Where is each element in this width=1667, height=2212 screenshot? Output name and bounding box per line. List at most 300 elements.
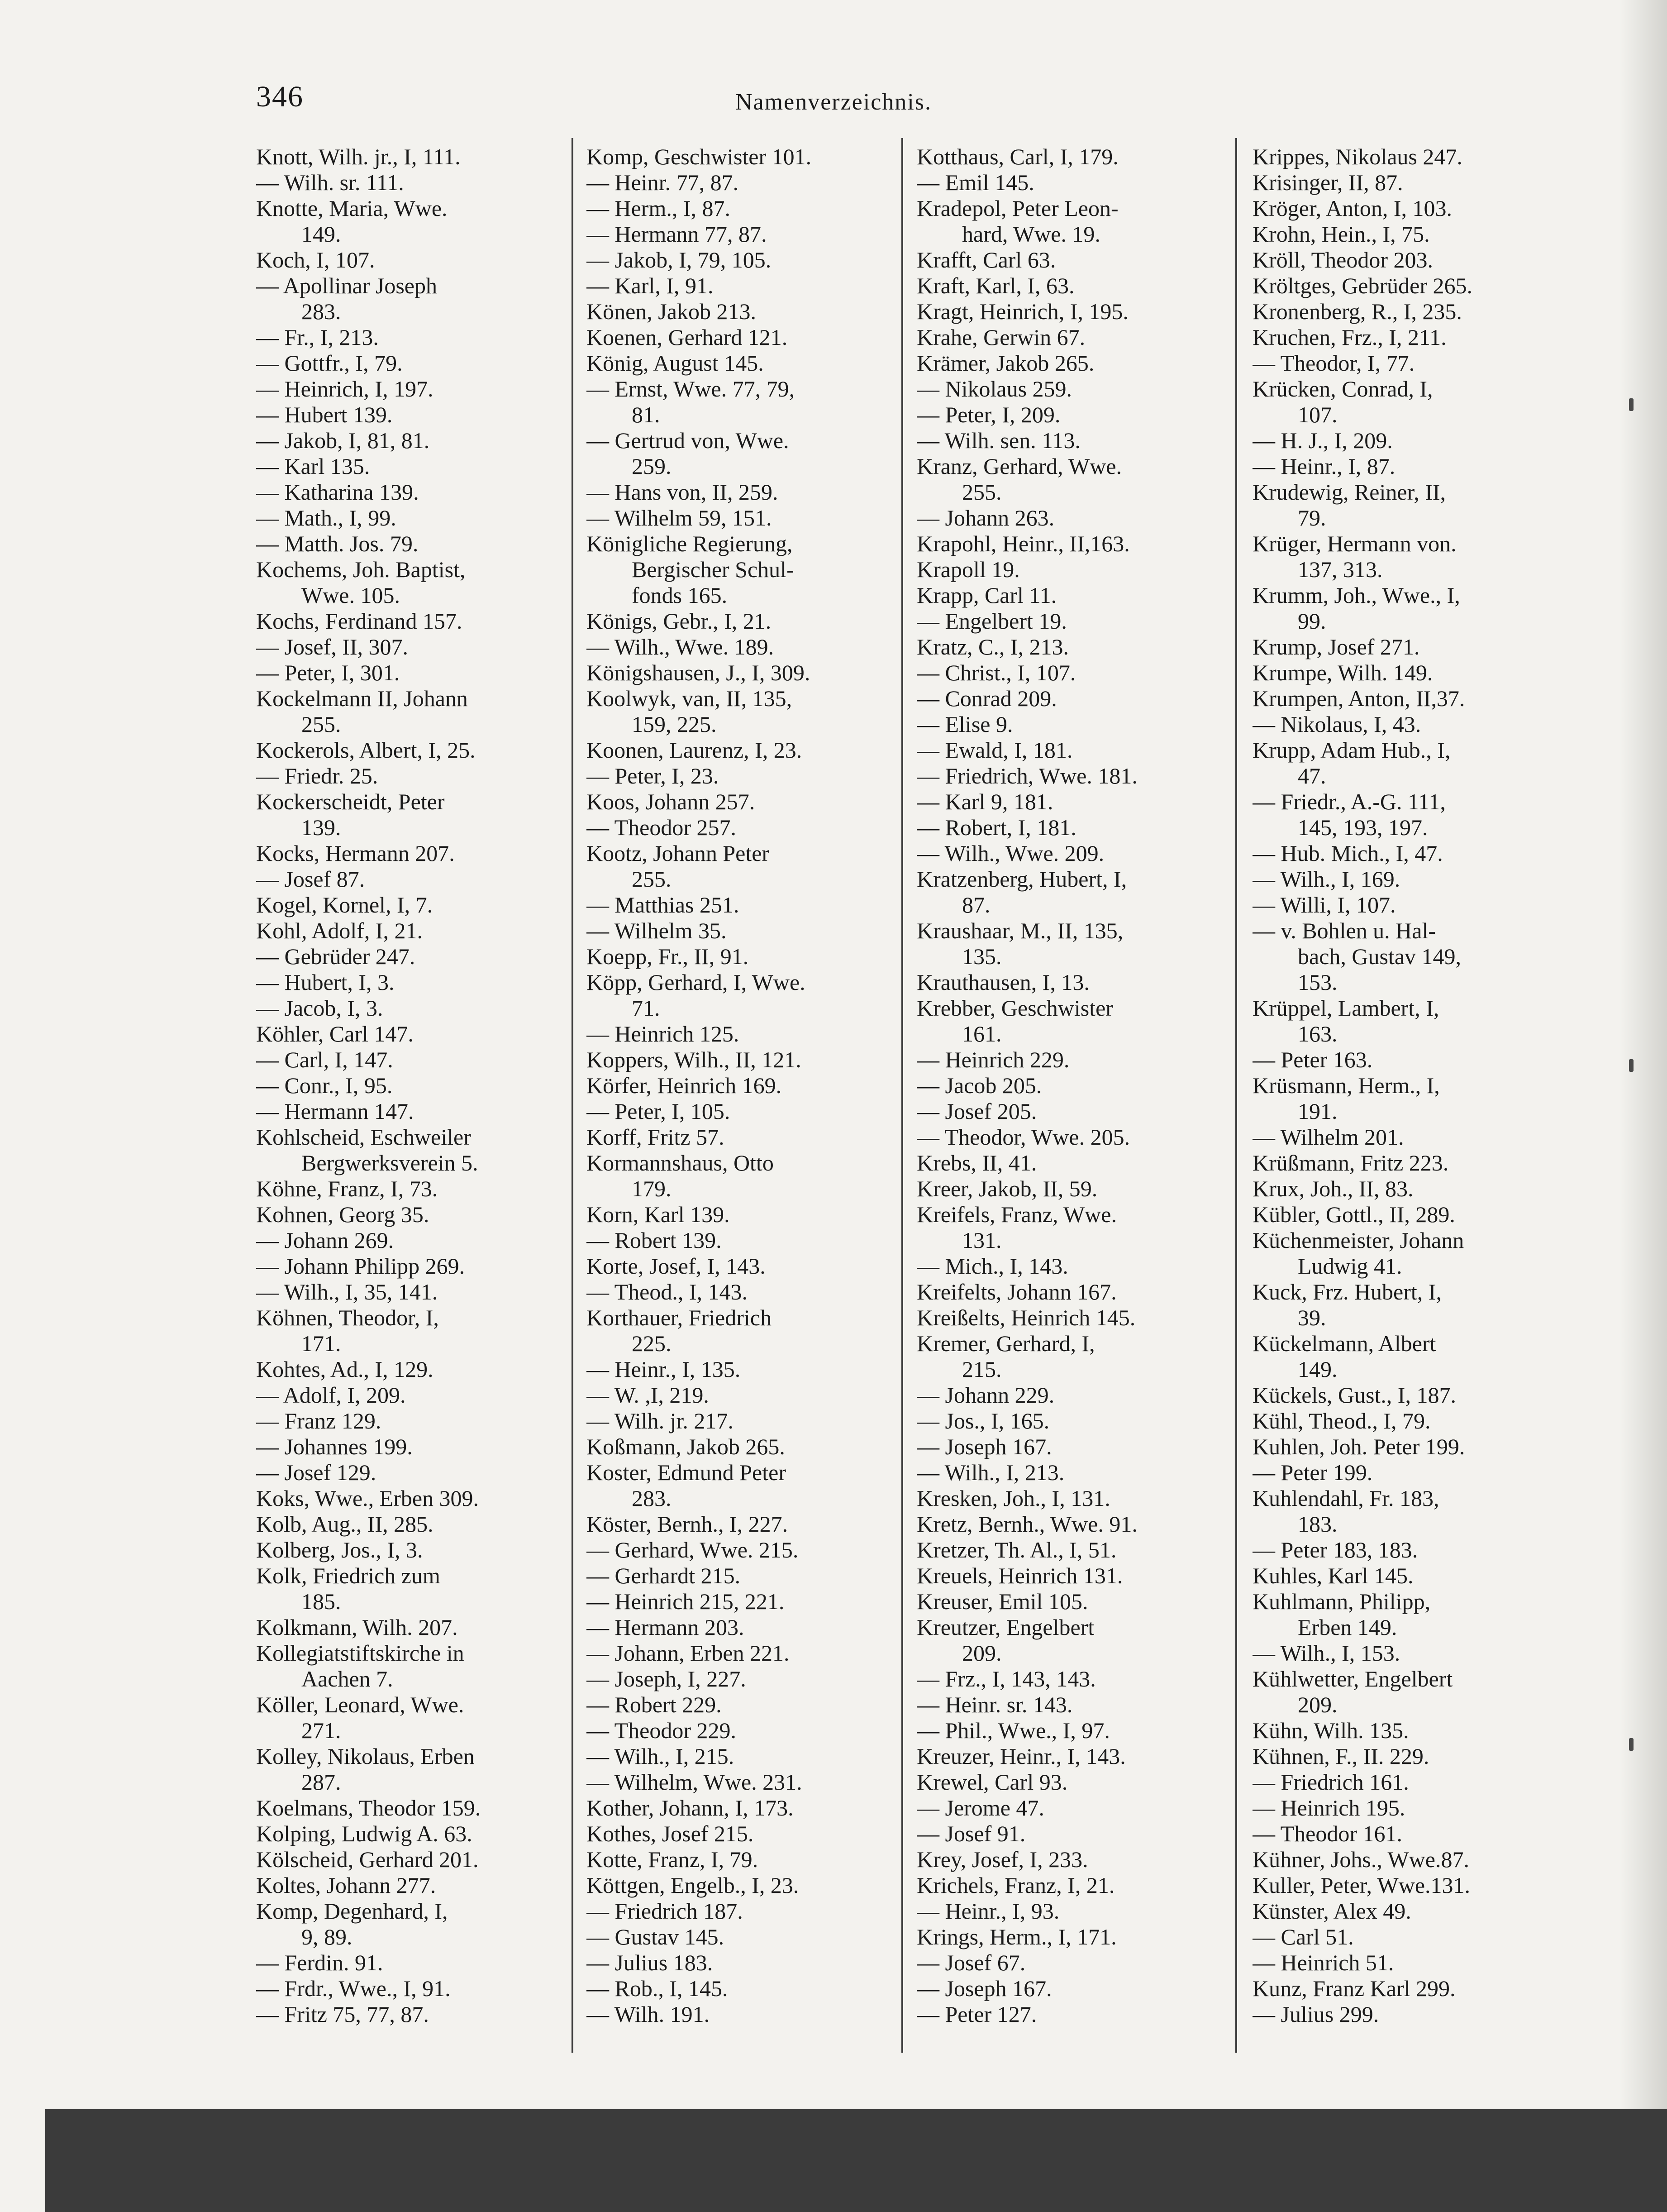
index-entry [256, 325, 586, 350]
index-entry [586, 170, 917, 196]
index-entry-text: — Hubert, I, 3. [256, 970, 395, 995]
index-entry [917, 712, 1247, 737]
index-entry [256, 196, 586, 247]
index-entry [256, 376, 586, 402]
index-entry [256, 531, 586, 557]
index-entry-text: — Wilhelm 59, 151. [586, 505, 772, 530]
index-entry-text: Krebs, II, 41. [917, 1150, 1037, 1175]
index-entry [586, 1718, 917, 1744]
index-entry [1253, 1873, 1583, 1898]
index-entry-text: — Heinrich 51. [1253, 1950, 1394, 1975]
index-entry-text: — Willi, I, 107. [1253, 892, 1396, 917]
index-entry-text: — Matthias 251. [586, 892, 739, 917]
index-entry [586, 1589, 917, 1615]
index-entry-text: — Frz., I, 143, 143. [917, 1666, 1096, 1691]
index-entry [917, 1950, 1247, 1976]
index-entry-text: Kolley, Nikolaus, Erben [256, 1744, 475, 1769]
index-entry-text: Korn, Karl 139. [586, 1202, 730, 1227]
index-entry-continuation: 159, 225. [632, 712, 717, 737]
index-entry-text: — Gerhard, Wwe. 215. [586, 1537, 799, 1562]
index-entry-continuation: 283. [301, 299, 341, 324]
index-entry-text: — Karl, I, 91. [586, 273, 714, 298]
index-entry-text: Komp, Geschwister 101. [586, 144, 812, 169]
index-entry-text: Koelmans, Theodor 159. [256, 1795, 481, 1820]
index-entry-text: — Johann, Erben 221. [586, 1640, 790, 1666]
index-entry-text: — Wilh., Wwe. 189. [586, 634, 774, 659]
index-entry-continuation: 191. [1298, 1099, 1338, 1124]
index-entry-text: — Engelbert 19. [917, 608, 1067, 634]
index-entry-text: Kreutzer, Engelbert [917, 1615, 1095, 1640]
index-entry-text: Künster, Alex 49. [1253, 1898, 1411, 1924]
index-entry-text: — Nikolaus 259. [917, 376, 1072, 401]
index-entry-continuation: 255. [962, 479, 1002, 505]
index-entry-text: — Theodor 161. [1253, 1821, 1402, 1846]
index-entry [917, 1769, 1247, 1795]
index-entry [256, 918, 586, 944]
index-entry-text: Kretzer, Th. Al., I, 51. [917, 1537, 1117, 1562]
index-entry-text: — Peter, I, 301. [256, 660, 400, 685]
index-entry [917, 1898, 1247, 1924]
index-entry-continuation: 171. [301, 1331, 341, 1356]
index-entry-text: — Peter 163. [1253, 1047, 1373, 1072]
index-entry-text: Kuhlendahl, Fr. 183, [1253, 1486, 1439, 1511]
index-entry [1253, 995, 1583, 1047]
index-entry [1253, 1073, 1583, 1124]
index-entry-text: Kühnen, F., II. 229. [1253, 1744, 1429, 1769]
index-entry [256, 1073, 586, 1099]
index-entry-text: — Friedr. 25. [256, 763, 378, 788]
index-entry-text: — Gebrüder 247. [256, 944, 415, 969]
index-entry-text: — Phil., Wwe., I, 97. [917, 1718, 1110, 1743]
index-entry [1253, 144, 1583, 170]
index-entry [256, 1537, 586, 1563]
index-entry-text: Kohl, Adolf, I, 21. [256, 918, 423, 943]
index-entry [1253, 2002, 1583, 2027]
index-entry [256, 892, 586, 918]
index-entry-text: Kühlwetter, Engelbert [1253, 1666, 1453, 1691]
index-entry-text: Krump, Josef 271. [1253, 634, 1420, 659]
index-entry [917, 660, 1247, 686]
index-entry-text: — Robert 139. [586, 1228, 722, 1253]
index-entry-text: Kröger, Anton, I, 103. [1253, 196, 1452, 221]
index-entry-text: Krisinger, II, 87. [1253, 170, 1403, 195]
index-entry [586, 531, 917, 608]
index-entry-text: Kreifelts, Johann 167. [917, 1279, 1117, 1304]
index-entry [917, 1976, 1247, 2002]
index-entry [917, 1253, 1247, 1279]
index-entry [256, 170, 586, 196]
index-entry-text: Krücken, Conrad, I, [1253, 376, 1433, 401]
index-entry-text: — Heinr., I, 87. [1253, 454, 1396, 479]
index-entry [586, 428, 917, 479]
index-entry [586, 1434, 917, 1460]
index-entry-text: Kochs, Ferdinand 157. [256, 608, 462, 634]
index-entry-text: — Theod., I, 143. [586, 1279, 748, 1304]
index-entry-continuation: 283. [632, 1486, 672, 1511]
index-entry-text: Kotte, Franz, I, 79. [586, 1847, 758, 1872]
index-entry [256, 763, 586, 789]
index-entry-text: Krüßmann, Fritz 223. [1253, 1150, 1449, 1175]
index-entry-continuation: fonds 165. [632, 583, 728, 608]
index-entry-text: Kormannshaus, Otto [586, 1150, 774, 1175]
index-entry [586, 1382, 917, 1408]
index-entry [256, 1382, 586, 1408]
index-entry [1253, 789, 1583, 841]
index-entry [1253, 1150, 1583, 1176]
index-entry-text: Kunz, Franz Karl 299. [1253, 1976, 1456, 2001]
index-entry [917, 557, 1247, 583]
index-entry-text: Köhne, Franz, I, 73. [256, 1176, 438, 1201]
index-entry-text: Kolping, Ludwig A. 63. [256, 1821, 472, 1846]
index-entry-text: — Friedrich 161. [1253, 1769, 1409, 1795]
index-entry-text: — Katharina 139. [256, 479, 419, 505]
index-entry [256, 1202, 586, 1228]
index-entry [917, 1744, 1247, 1769]
index-entry [1253, 196, 1583, 221]
index-entry-text: Kruchen, Frz., I, 211. [1253, 325, 1447, 350]
index-entry [256, 737, 586, 763]
index-entry-text: Koppers, Wilh., II, 121. [586, 1047, 801, 1072]
index-entry [917, 1073, 1247, 1099]
index-entry [256, 866, 586, 892]
index-entry [917, 454, 1247, 505]
scan-bottom-band [45, 2109, 1667, 2212]
index-entry [586, 1305, 917, 1357]
index-entry-text: — Fritz 75, 77, 87. [256, 2002, 429, 2027]
index-entry [1253, 1331, 1583, 1382]
index-entry [917, 376, 1247, 402]
index-entry [586, 660, 917, 686]
index-entry [256, 1099, 586, 1124]
index-entry [586, 1924, 917, 1950]
index-entry-text: — Peter, I, 23. [586, 763, 719, 788]
index-entry [256, 634, 586, 660]
index-entry-continuation: 255. [632, 866, 672, 892]
index-entry [586, 1615, 917, 1640]
index-entry [917, 531, 1247, 557]
index-entry-text: — Jacob 205. [917, 1073, 1042, 1098]
index-entry [917, 841, 1247, 866]
index-entry-text: Kotthaus, Carl, I, 179. [917, 144, 1119, 169]
index-entry-continuation: hard, Wwe. 19. [962, 221, 1100, 247]
index-entry [917, 1460, 1247, 1486]
index-entry [1253, 247, 1583, 273]
index-entry-text: Kremer, Gerhard, I, [917, 1331, 1095, 1356]
index-entry [1253, 1898, 1583, 1924]
index-entry [917, 1511, 1247, 1537]
index-entry [256, 1047, 586, 1073]
index-entry [256, 247, 586, 273]
index-entry [917, 1047, 1247, 1073]
index-entry [586, 1150, 917, 1202]
index-entry [256, 660, 586, 686]
index-entry-continuation: 185. [301, 1589, 341, 1614]
index-entry [1253, 918, 1583, 995]
index-entry [586, 608, 917, 634]
index-entry [256, 1434, 586, 1460]
index-entry-text: — Heinrich 195. [1253, 1795, 1405, 1820]
index-entry [586, 1537, 917, 1563]
index-entry-continuation: 149. [301, 221, 341, 247]
index-entry-text: — Hermann 203. [586, 1615, 744, 1640]
index-entry [586, 1460, 917, 1511]
index-entry [586, 1873, 917, 1898]
index-entry-text: Kranz, Gerhard, Wwe. [917, 454, 1122, 479]
index-entry [1253, 299, 1583, 325]
index-entry-text: — Franz 129. [256, 1408, 381, 1433]
index-entry [586, 299, 917, 325]
index-entry-text: Kratz, C., I, 213. [917, 634, 1069, 659]
index-column-1 [256, 144, 586, 2027]
index-entry [1253, 1563, 1583, 1589]
index-entry-text: — Josef 87. [256, 866, 365, 892]
index-entry [586, 1950, 917, 1976]
index-entry [917, 763, 1247, 789]
index-entry-text: Korthauer, Friedrich [586, 1305, 772, 1330]
index-entry-continuation: 209. [1298, 1692, 1338, 1717]
index-entry-text: Kreißelts, Heinrich 145. [917, 1305, 1136, 1330]
index-entry [586, 1253, 917, 1279]
index-entry-text: Koch, I, 107. [256, 247, 375, 272]
index-entry-text: Krey, Josef, I, 233. [917, 1847, 1088, 1872]
index-entry-text: — Nikolaus, I, 43. [1253, 712, 1421, 737]
index-entry [586, 196, 917, 221]
page-edge-shadow [1620, 0, 1667, 2109]
index-entry-text: Kratzenberg, Hubert, I, [917, 866, 1127, 892]
index-entry-text: Krüger, Hermann von. [1253, 531, 1457, 556]
index-entry-continuation: Bergischer Schul- [632, 557, 794, 582]
index-entry [917, 1615, 1247, 1666]
index-entry-text: Krüppel, Lambert, I, [1253, 995, 1439, 1021]
index-entry [917, 634, 1247, 660]
index-entry [586, 634, 917, 660]
index-entry-text: Kuhlen, Joh. Peter 199. [1253, 1434, 1465, 1459]
index-entry-text: Koos, Johann 257. [586, 789, 755, 814]
index-entry-text: Kollegiatstiftskirche in [256, 1640, 464, 1666]
index-entry [256, 1305, 586, 1357]
index-entry-text: — Karl 9, 181. [917, 789, 1053, 814]
index-entry-text: — Hans von, II, 259. [586, 479, 778, 505]
index-entry-continuation: 39. [1298, 1305, 1326, 1330]
index-entry [917, 815, 1247, 841]
index-entry-text: Kothes, Josef 215. [586, 1821, 754, 1846]
index-entry-text: Kuck, Frz. Hubert, I, [1253, 1279, 1442, 1304]
index-entry-text: Kreifels, Franz, Wwe. [917, 1202, 1117, 1227]
index-entry-text: Kochems, Joh. Baptist, [256, 557, 466, 582]
index-entry-text: Kückels, Gust., I, 187. [1253, 1382, 1456, 1408]
index-entry-text: — Gottfr., I, 79. [256, 350, 403, 376]
index-entry-continuation: Ludwig 41. [1298, 1253, 1402, 1279]
index-entry [256, 1976, 586, 2002]
scan-edge-mark [1629, 1738, 1634, 1751]
index-entry [256, 1511, 586, 1537]
index-entry [256, 350, 586, 376]
index-entry [256, 273, 586, 325]
index-entry [586, 1202, 917, 1228]
index-entry [586, 815, 917, 841]
index-entry-text: — Wilh., I, 35, 141. [256, 1279, 438, 1304]
index-entry-text: — Elise 9. [917, 712, 1013, 737]
index-entry-continuation: 87. [962, 892, 991, 917]
index-entry-text: — Friedrich 187. [586, 1898, 743, 1924]
index-entry-text: Kolb, Aug., II, 285. [256, 1511, 433, 1537]
index-entry-text: — Heinrich 215, 221. [586, 1589, 785, 1614]
index-entry-text: Koepp, Fr., II, 91. [586, 944, 749, 969]
index-entry-text: Kolkmann, Wilh. 207. [256, 1615, 458, 1640]
index-entry-text: Kresken, Joh., I, 131. [917, 1486, 1110, 1511]
index-entry-continuation: 137, 313. [1298, 557, 1383, 582]
index-entry-continuation: 179. [632, 1176, 672, 1201]
index-entry-text: — Wilh., I, 213. [917, 1460, 1065, 1485]
index-entry-text: Korff, Fritz 57. [586, 1124, 724, 1150]
index-entry [586, 1898, 917, 1924]
index-entry-text: Kraushaar, M., II, 135, [917, 918, 1124, 943]
index-entry [917, 608, 1247, 634]
index-entry-text: Kraft, Karl, I, 63. [917, 273, 1075, 298]
index-entry-continuation: 135. [962, 944, 1002, 969]
index-entry [256, 1950, 586, 1976]
index-entry-text: Königshausen, J., I, 309. [586, 660, 810, 685]
index-entry-text: — Herm., I, 87. [586, 196, 730, 221]
index-entry-text: — Julius 183. [586, 1950, 713, 1975]
index-entry-text: — Wilh. jr. 217. [586, 1408, 733, 1433]
index-entry-text: — Ewald, I, 181. [917, 737, 1073, 763]
index-entry [917, 325, 1247, 350]
index-entry [1253, 1950, 1583, 1976]
index-entry [586, 376, 917, 428]
scan-edge-mark [1629, 398, 1634, 411]
index-entry-text: Krapp, Carl 11. [917, 583, 1057, 608]
index-entry [917, 789, 1247, 815]
index-entry-text: Königs, Gebr., I, 21. [586, 608, 772, 634]
index-entry-text: Krapoll 19. [917, 557, 1020, 582]
index-entry [917, 995, 1247, 1047]
index-entry [586, 1099, 917, 1124]
index-entry [917, 1563, 1247, 1589]
index-entry-text: Krewel, Carl 93. [917, 1769, 1068, 1795]
index-entry-text: — Theodor 229. [586, 1718, 736, 1743]
index-entry [1253, 686, 1583, 712]
index-entry-text: Königliche Regierung, [586, 531, 793, 556]
index-entry-text: — Ferdin. 91. [256, 1950, 383, 1975]
index-entry-continuation: 81. [632, 402, 660, 427]
index-entry [256, 144, 586, 170]
index-entry-text: — Joseph 167. [917, 1976, 1052, 2001]
index-entry [586, 1073, 917, 1099]
index-entry [586, 789, 917, 815]
index-entry [586, 1976, 917, 2002]
index-entry-continuation: 271. [301, 1718, 341, 1743]
index-entry-text: — Josef 91. [917, 1821, 1026, 1846]
index-entry [256, 479, 586, 505]
index-entry-text: — Hermann 147. [256, 1099, 414, 1124]
index-entry-text: Kühn, Wilh. 135. [1253, 1718, 1409, 1743]
index-entry [917, 1589, 1247, 1615]
index-entry [917, 686, 1247, 712]
index-entry [1253, 454, 1583, 479]
index-entry-continuation: 161. [962, 1021, 1002, 1046]
index-entry-text: — Jerome 47. [917, 1795, 1044, 1820]
index-entry [256, 1228, 586, 1253]
index-entry-text: — Peter, I, 209. [917, 402, 1061, 427]
index-entry-text: Krumpe, Wilh. 149. [1253, 660, 1433, 685]
index-entry [586, 918, 917, 944]
index-entry [256, 970, 586, 995]
index-entry [1253, 1202, 1583, 1228]
index-entry [256, 995, 586, 1021]
index-entry-text: — Conrad 209. [917, 686, 1057, 711]
index-entry-text: — Emil 145. [917, 170, 1034, 195]
index-entry-continuation: 139. [301, 815, 341, 840]
index-entry [586, 479, 917, 505]
index-entry-text: — Robert, I, 181. [917, 815, 1076, 840]
index-entry-text: Könen, Jakob 213. [586, 299, 756, 324]
index-entry-text: — Carl, I, 147. [256, 1047, 393, 1072]
index-entry-text: Kühner, Johs., Wwe.87. [1253, 1847, 1469, 1872]
index-entry [586, 1744, 917, 1769]
index-entry-text: — Joseph 167. [917, 1434, 1052, 1459]
index-entry [917, 1537, 1247, 1563]
index-entry [1253, 1821, 1583, 1847]
index-entry-text: — Gertrud von, Wwe. [586, 428, 789, 453]
index-entry [917, 505, 1247, 531]
index-entry-text: — Peter, I, 105. [586, 1099, 730, 1124]
index-entry-text: — Wilh. sen. 113. [917, 428, 1081, 453]
index-entry [1253, 841, 1583, 866]
index-entry-text: Korte, Josef, I, 143. [586, 1253, 766, 1279]
index-entry-text: — Rob., I, 145. [586, 1976, 728, 2001]
index-entry-text: — Karl 135. [256, 454, 370, 479]
index-entry [917, 918, 1247, 970]
index-entry-text: — Heinr. 77, 87. [586, 170, 739, 195]
index-entry-text: — Heinr., I, 93. [917, 1898, 1060, 1924]
index-entry [586, 1821, 917, 1847]
index-entry [586, 1640, 917, 1666]
index-entry-text: — Heinr., I, 135. [586, 1357, 741, 1382]
index-entry-text: Kradepol, Peter Leon- [917, 196, 1119, 221]
index-entry-text: — Hermann 77, 87. [586, 221, 767, 247]
index-entry [917, 970, 1247, 995]
index-entry-text: Krings, Herm., I, 171. [917, 1924, 1117, 1949]
index-entry-text: — Heinrich 125. [586, 1021, 739, 1046]
index-entry [1253, 892, 1583, 918]
index-entry-text: — W. ,I, 219. [586, 1382, 709, 1408]
index-entry-text: — Friedr., A.-G. 111, [1253, 789, 1446, 814]
index-entry [256, 454, 586, 479]
index-entry-text: — Julius 299. [1253, 2002, 1379, 2027]
index-entry [917, 1924, 1247, 1950]
index-entry-text: — Robert 229. [586, 1692, 722, 1717]
index-entry-text: — Wilh., I, 215. [586, 1744, 734, 1769]
index-entry [586, 2002, 917, 2027]
index-entry [586, 1047, 917, 1073]
index-entry [256, 1357, 586, 1382]
index-entry [1253, 1847, 1583, 1873]
index-entry-text: Krumpen, Anton, II,37. [1253, 686, 1465, 711]
index-entry [256, 1021, 586, 1047]
index-entry-text: — Wilhelm 35. [586, 918, 727, 943]
index-entry [1253, 428, 1583, 454]
index-entry-text: Kreer, Jakob, II, 59. [917, 1176, 1098, 1201]
index-entry [256, 1124, 586, 1176]
index-entry-text: — Carl 51. [1253, 1924, 1354, 1949]
index-column-4 [1253, 144, 1583, 2027]
index-entry [1253, 376, 1583, 428]
index-entry [1253, 1589, 1583, 1640]
index-entry [586, 944, 917, 970]
index-entry-text: Koster, Edmund Peter [586, 1460, 786, 1485]
index-entry [256, 1176, 586, 1202]
